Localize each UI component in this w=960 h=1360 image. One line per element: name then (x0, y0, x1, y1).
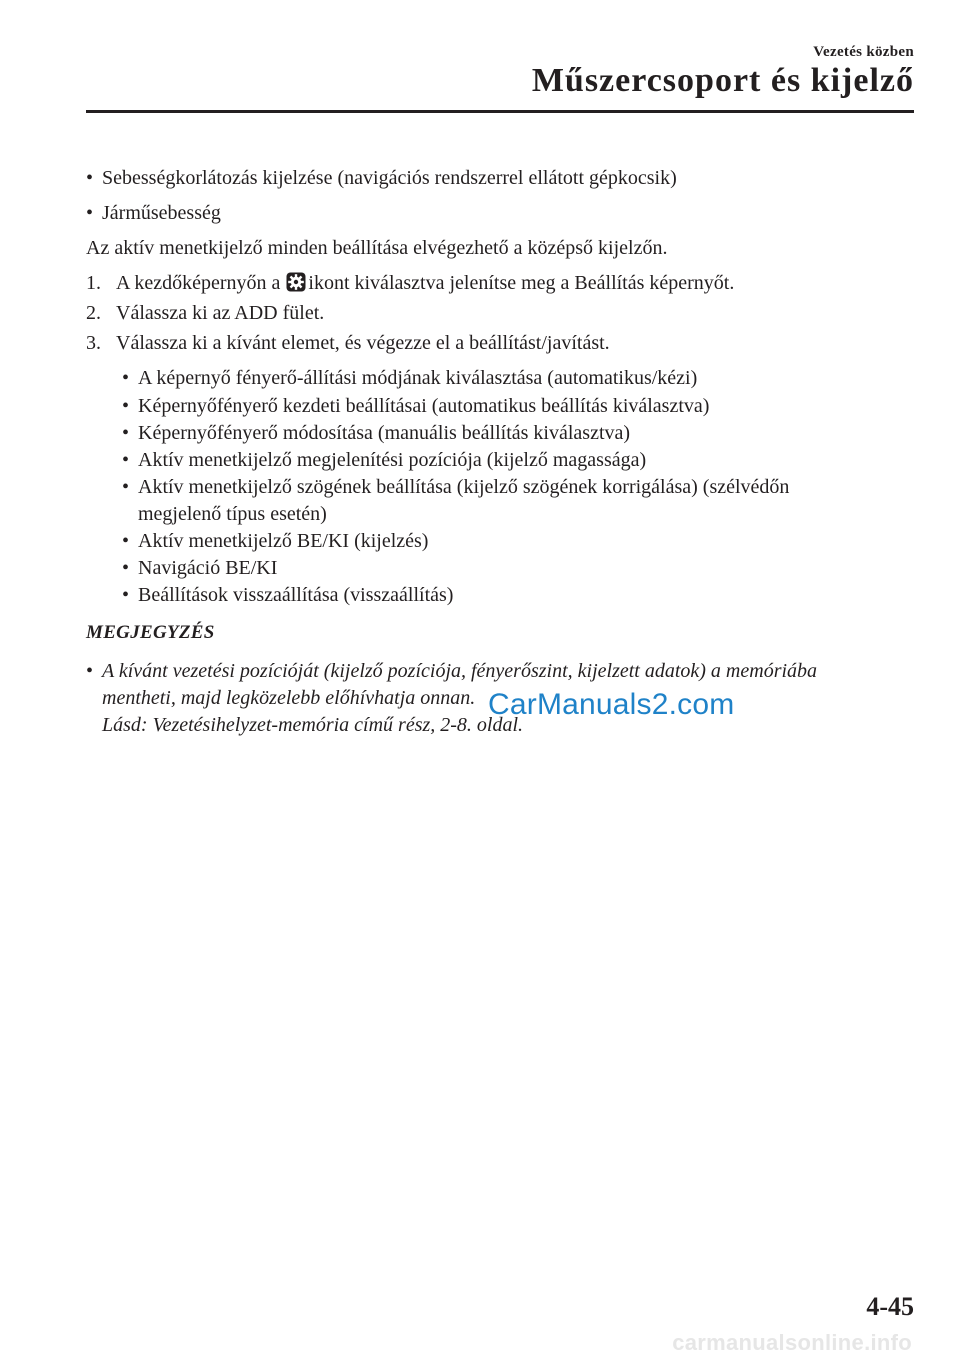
list-item-text: Járműsebesség (102, 202, 221, 224)
note-heading: MEGJEGYZÉS (86, 622, 215, 643)
watermark-logo: CarManuals2.com (488, 688, 735, 721)
step-number: 3. (86, 332, 101, 354)
note-line (86, 659, 817, 683)
header-rule (86, 110, 914, 113)
step-number: 1. (86, 272, 101, 294)
step-3 (86, 331, 610, 355)
sub-list-item-text: Képernyőfényerő módosítása (manuális beállítás kiválasztva) (138, 422, 631, 444)
step-number: 2. (86, 302, 101, 324)
step-text: Válassza ki az ADD fület. (116, 302, 325, 324)
bullet-dot: • (122, 530, 130, 552)
sub-list-item-text: Képernyőfényerő kezdeti beállításai (automatikus beállítás kiválasztva) (138, 395, 710, 417)
bullet-dot: • (86, 167, 94, 189)
bullet-dot: • (122, 367, 130, 389)
sub-list-item (122, 529, 428, 553)
list-item (86, 201, 221, 225)
step-2 (86, 301, 324, 325)
sub-list-item-text: Beállítások visszaállítása (visszaállítás) (138, 584, 454, 606)
section-label: Vezetés közben (813, 44, 914, 60)
footer-link[interactable]: carmanualsonline.info (672, 1330, 912, 1355)
page-number: 4-45 (866, 1292, 914, 1321)
step-text-before-icon: A kezdőképernyőn a (116, 272, 281, 294)
sub-list-item-text: Aktív menetkijelző szögének beállítása (kijelző szögének korrigálása) (szélvédőn (138, 476, 790, 498)
bullet-dot: • (122, 557, 130, 579)
note-line: mentheti, majd legközelebb előhívhatja onnan. (102, 687, 476, 709)
intro-paragraph: Az aktív menetkijelző minden beállítása elvégezhető a középső kijelzőn. (86, 237, 668, 259)
sub-list-item-text: A képernyő fényerő-állítási módjának kiválasztása (automatikus/kézi) (138, 367, 698, 389)
bullet-dot: • (122, 422, 130, 444)
step-text-after-icon: ikont kiválasztva jelenítse meg a Beállítás képernyőt. (308, 272, 735, 294)
sub-list-item-text: Navigáció BE/KI (138, 557, 278, 579)
bullet-dot: • (122, 584, 130, 606)
settings-gear-icon (286, 272, 306, 292)
sub-list-item (122, 448, 646, 472)
sub-list-item (122, 421, 630, 445)
note-line: Lásd: Vezetésihelyzet-memória című rész, 2-8. oldal. (102, 714, 524, 736)
bullet-dot: • (122, 476, 130, 498)
sub-list-item (122, 583, 453, 607)
sub-list-item-continuation: megjelenő típus esetén) (138, 503, 327, 525)
list-item-text: Sebességkorlátozás kijelzése (navigációs rendszerrel ellátott gépkocsik) (102, 167, 677, 189)
sub-list-item (122, 556, 277, 580)
bullet-dot: • (122, 395, 130, 417)
list-item (86, 166, 677, 190)
bullet-dot: • (86, 660, 94, 682)
note-text: A kívánt vezetési pozícióját (kijelző pozíciója, fényerőszint, kijelzett adatok) a memóriába (102, 660, 818, 682)
bullet-dot: • (86, 202, 94, 224)
step-1 (86, 271, 734, 295)
page-title: Műszercsoport és kijelző (531, 62, 914, 99)
sub-list-item-text: Aktív menetkijelző BE/KI (kijelzés) (138, 530, 429, 552)
sub-list-item (122, 475, 789, 499)
sub-list-item (122, 394, 709, 418)
sub-list-item-text: Aktív menetkijelző megjelenítési pozíciója (kijelző magassága) (138, 449, 647, 471)
sub-list-item (122, 366, 697, 390)
bullet-dot: • (122, 449, 130, 471)
step-text: Válassza ki a kívánt elemet, és végezze el a beállítást/javítást. (116, 332, 610, 354)
